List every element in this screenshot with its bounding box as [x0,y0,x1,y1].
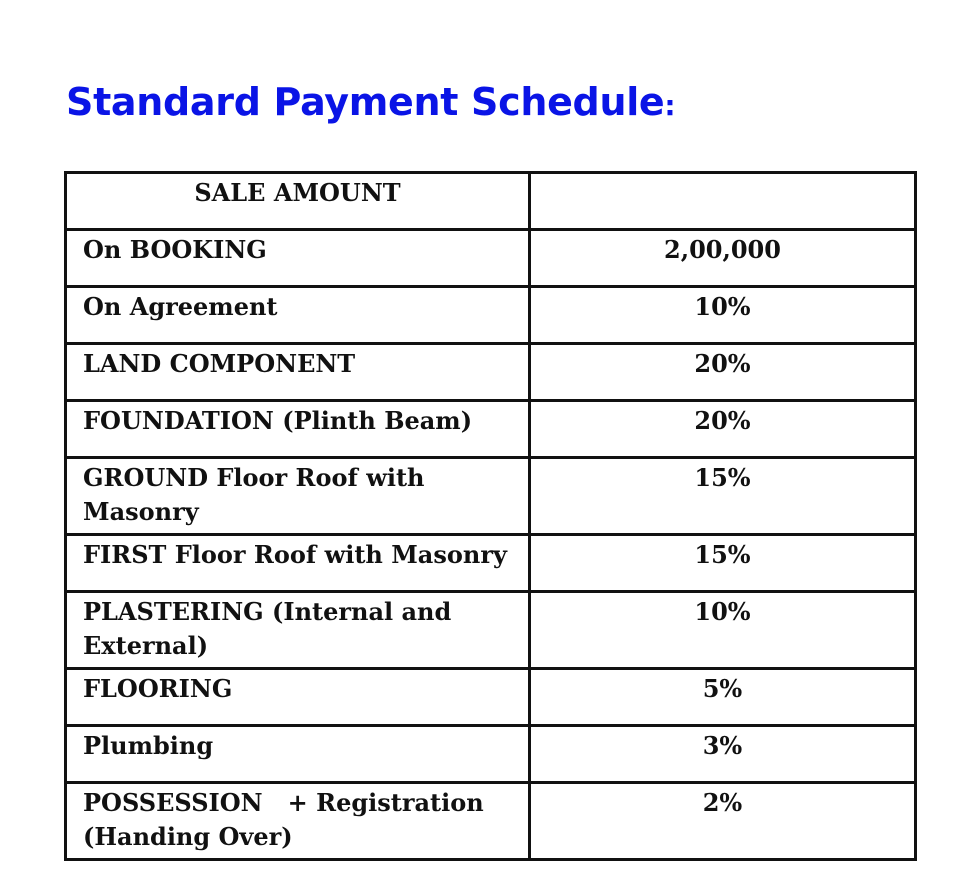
stage-label: On BOOKING [66,230,530,287]
stage-amount: 10% [530,287,916,344]
table-row [66,401,916,458]
stage-label: POSSESSION + Registration (Handing Over) [66,783,530,860]
table-row [66,287,916,344]
table-row [66,592,916,669]
stage-label: On Agreement [66,287,530,344]
table-row [66,230,916,287]
stage-amount: 5% [530,669,916,726]
sale-amount-value [530,173,916,230]
table-row [66,669,916,726]
table-row [66,344,916,401]
stage-amount: 2,00,000 [530,230,916,287]
stage-amount: 15% [530,458,916,535]
stage-amount: 20% [530,344,916,401]
stage-label: LAND COMPONENT [66,344,530,401]
stage-label: FLOORING [66,669,530,726]
table-row [66,783,916,860]
stage-amount: 20% [530,401,916,458]
table-row [66,535,916,592]
stage-label: FIRST Floor Roof with Masonry [66,535,530,592]
stage-label: GROUND Floor Roof with Masonry [66,458,530,535]
stage-label: Plumbing [66,726,530,783]
page-title [66,76,675,132]
stage-label: PLASTERING (Internal and External) [66,592,530,669]
table-row [66,458,916,535]
stage-amount: 15% [530,535,916,592]
page-title-text: Standard Payment Schedule [66,80,665,124]
stage-amount: 10% [530,592,916,669]
table-row [66,726,916,783]
sale-amount-header: SALE AMOUNT [66,173,530,230]
payment-schedule-table [64,171,917,861]
stage-label: FOUNDATION (Plinth Beam) [66,401,530,458]
stage-amount: 3% [530,726,916,783]
page-title-colon: : [664,89,676,122]
stage-amount: 2% [530,783,916,860]
table-header-row [66,173,916,230]
